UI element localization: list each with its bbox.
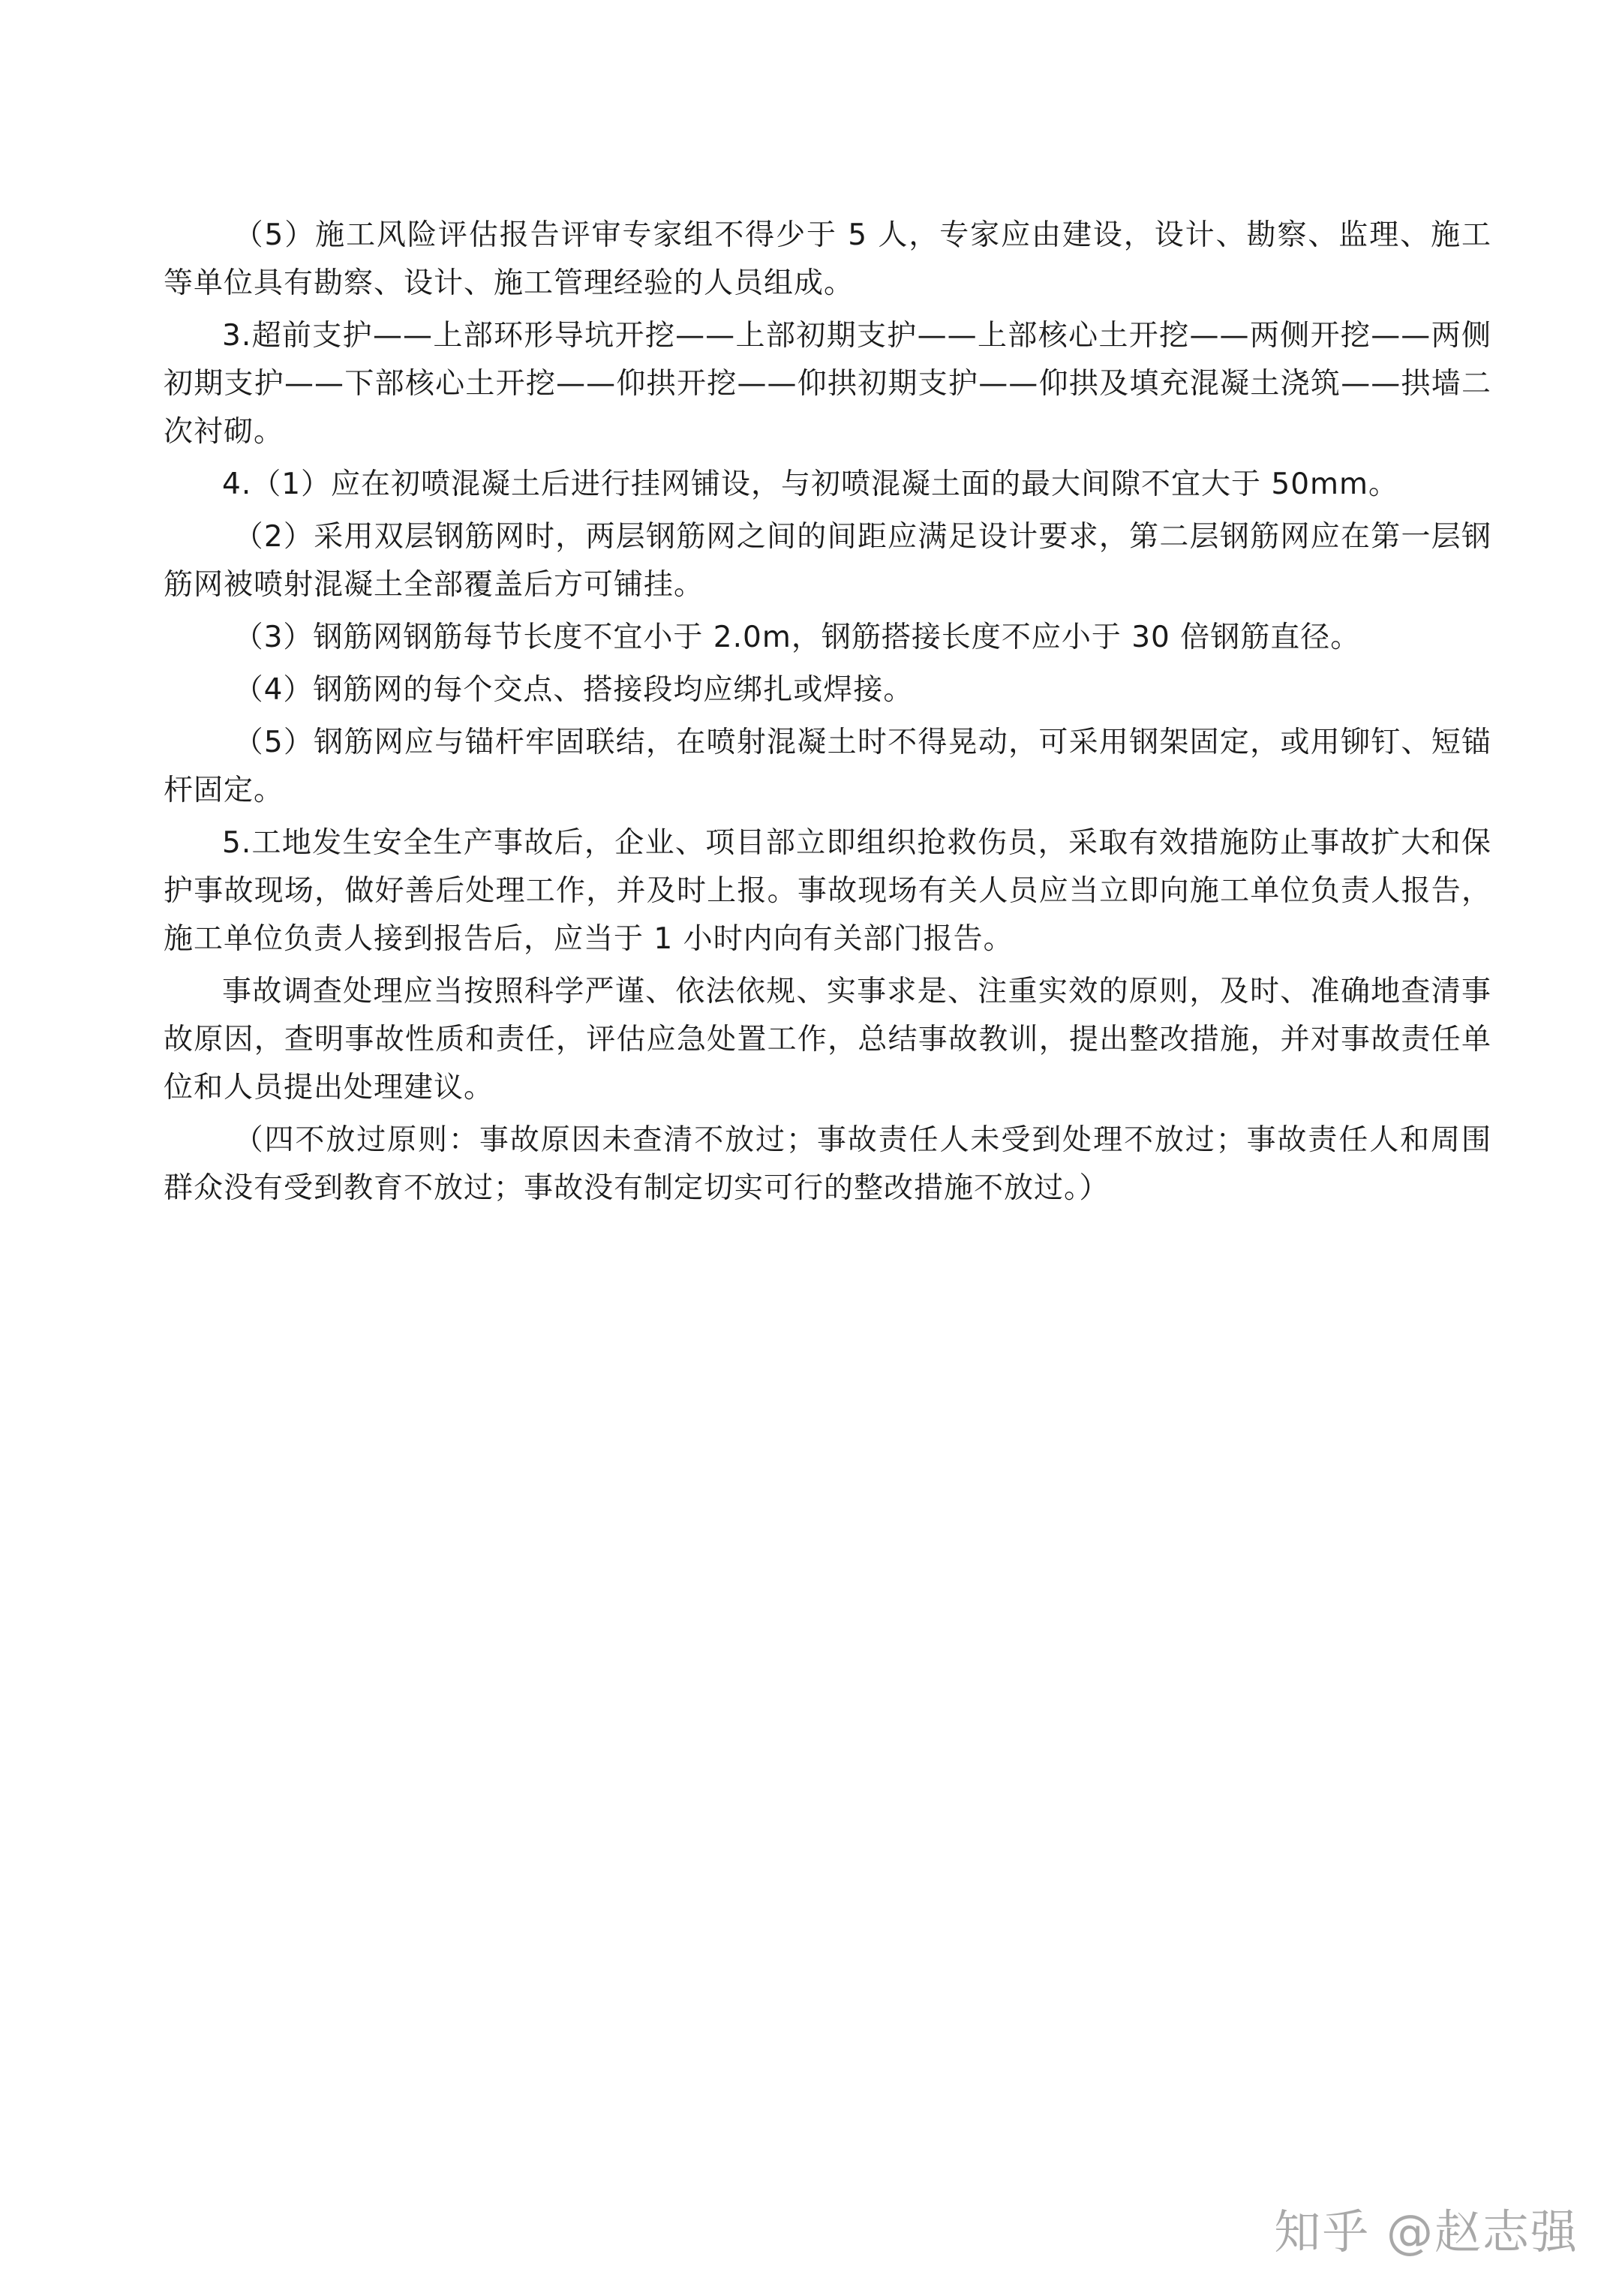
zhihu-watermark: 知乎 @赵志强 xyxy=(1274,2204,1578,2259)
paragraph-double-layer-mesh: （2）采用双层钢筋网时，两层钢筋网之间的间距应满足设计要求，第二层钢筋网应在第一层钢筋网被喷射混凝土全部覆盖后方可铺挂。 xyxy=(164,520,1491,602)
paragraph-mesh-anchoring: （5）钢筋网应与锚杆牢固联结，在喷射混凝土时不得晃动，可采用钢架固定，或用铆钉、短锚杆固定。 xyxy=(164,726,1491,807)
paragraph-accident-investigation: 事故调查处理应当按照科学严谨、依法依规、实事求是、注重实效的原则，及时、准确地查清事故原因，查明事故性质和责任，评估应急处置工作，总结事故教训，提出整改措施，并对事故责任单位和人员提出处理建议。 xyxy=(164,975,1491,1104)
paragraph-four-principles: （四不放过原则：事故原因未查清不放过；事故责任人未受到处理不放过；事故责任人和周围群众没有受到教育不放过；事故没有制定切实可行的整改措施不放过。） xyxy=(164,1123,1491,1205)
paragraph-accident-report: 5.工地发生安全生产事故后，企业、项目部立即组织抢救伤员，采取有效措施防止事故扩大和保护事故现场，做好善后处理工作，并及时上报。事故现场有关人员应当立即向施工单位负责人报告，施工单位负责人接到报告后，应当于 1 小时内向有关部门报告。 xyxy=(164,826,1491,956)
paragraph-construction-sequence: 3.超前支护——上部环形导坑开挖——上部初期支护——上部核心土开挖——两侧开挖——两侧初期支护——下部核心土开挖——仰拱开挖——仰拱初期支护——仰拱及填充混凝土浇筑——拱墙二次衬砌。 xyxy=(164,319,1491,449)
paragraph-review-expert-group: （5）施工风险评估报告评审专家组不得少于 5 人，专家应由建设，设计、勘察、监理、施工等单位具有勘察、设计、施工管理经验的人员组成。 xyxy=(164,218,1491,300)
paragraph-mesh-laying: 4.（1）应在初喷混凝土后进行挂网铺设，与初喷混凝土面的最大间隙不宜大于 50mm。 xyxy=(222,467,1399,501)
document-body xyxy=(164,212,1491,1217)
paragraph-mesh-length: （3）钢筋网钢筋每节长度不宜小于 2.0m，钢筋搭接长度不应小于 30 倍钢筋直径。 xyxy=(233,621,1361,654)
paragraph-mesh-joints: （4）钢筋网的每个交点、搭接段均应绑扎或焊接。 xyxy=(233,673,914,707)
